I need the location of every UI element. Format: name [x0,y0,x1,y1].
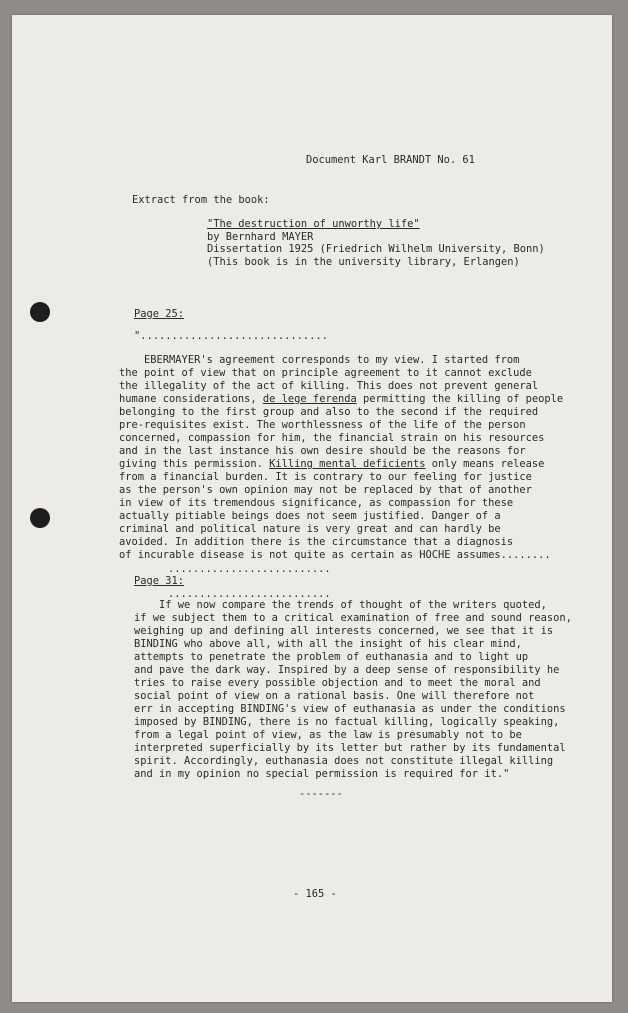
book-dissertation: Dissertation 1925 (Friedrich Wilhelm University, Bonn) [207,243,545,255]
body-line: BINDING who above all, with all the insight of his clear mind, [134,638,522,650]
underlined-phrase: Killing mental deficients [269,458,426,470]
body-line: of incurable disease is not quite as certain as HOCHE assumes........ [119,549,551,561]
section-label-page-31: Page 31: [134,575,185,587]
body-line: attempts to penetrate the problem of euthanasia and to light up [134,651,529,663]
body-line: social point of view on a rational basis. One will therefore not [134,690,535,702]
section-label-page-25: Page 25: [134,308,185,320]
body-line: avoided. In addition there is the circumstance that a diagnosis [119,536,514,548]
body-line: and in the last instance his own desire should be the reasons for [119,445,526,457]
body-line: weighing up and defining all interests concerned, we see that it is [134,625,554,637]
page-number: - 165 - [293,888,337,900]
punch-hole-bottom [30,508,50,528]
opening-quote-dots: ".............................. [134,330,328,342]
body-line [119,393,563,406]
body-line: as the person's own opinion may not be replaced by that of another [119,484,532,496]
document-reference: Document Karl BRANDT No. 61 [306,154,475,166]
body-line: err in accepting BINDING's view of euthanasia as under the conditions [134,703,566,715]
underlined-phrase: de lege ferenda [262,393,357,405]
body-line: EBERMAYER's agreement corresponds to my view. I started from [119,354,520,366]
body-line-part: permitting the killing of people [356,393,564,405]
book-author: by Bernhard MAYER [207,231,314,243]
body-line [119,458,544,471]
body-line-part: giving this permission. [119,458,270,470]
closing-dots: .......................... [168,563,331,575]
body-line-part: humane considerations, [119,393,263,405]
body-line: If we now compare the trends of thought of the writers quoted, [134,599,547,611]
body-line: tries to raise every possible objection and to meet the moral and [134,677,541,689]
body-line: pre-requisites exist. The worthlessness of the life of the person [119,419,526,431]
separator-dashes: ------- [299,788,343,800]
body-line: if we subject them to a critical examination of free and sound reason, [134,612,572,624]
body-line: the point of view that on principle agreement to it cannot exclude [119,367,532,379]
body-line-part: only means release [425,458,545,470]
extract-label: Extract from the book: [132,194,270,206]
body-line: in view of its tremendous significance, as compassion for these [119,497,514,509]
body-line: concerned, compassion for him, the financial strain on his resources [119,432,545,444]
body-line: interpreted superficially by its letter but rather by its fundamental [134,742,566,754]
library-note: (This book is in the university library, Erlangen) [207,256,520,268]
body-line: spirit. Accordingly, euthanasia does not constitute illegal killing [134,755,554,767]
body-line: the illegality of the act of killing. This does not prevent general [119,380,539,392]
body-line: and pave the dark way. Inspired by a deep sense of responsibility he [134,664,560,676]
body-line: and in my opinion no special permission is required for it." [134,768,510,780]
body-line: imposed by BINDING, there is no factual killing, logically speaking, [134,716,560,728]
body-line: actually pitiable beings does not seem justified. Danger of a [119,510,501,522]
body-line: belonging to the first group and also to the second if the required [119,406,539,418]
body-line: criminal and political nature is very great and can hardly be [119,523,501,535]
body-line: from a legal point of view, as the law is presumably not to be [134,729,522,741]
punch-hole-top [30,302,50,322]
body-line: from a financial burden. It is contrary to our feeling for justice [119,471,532,483]
book-title: "The destruction of unworthy life" [207,218,420,230]
opening-dots: .......................... [168,588,331,600]
